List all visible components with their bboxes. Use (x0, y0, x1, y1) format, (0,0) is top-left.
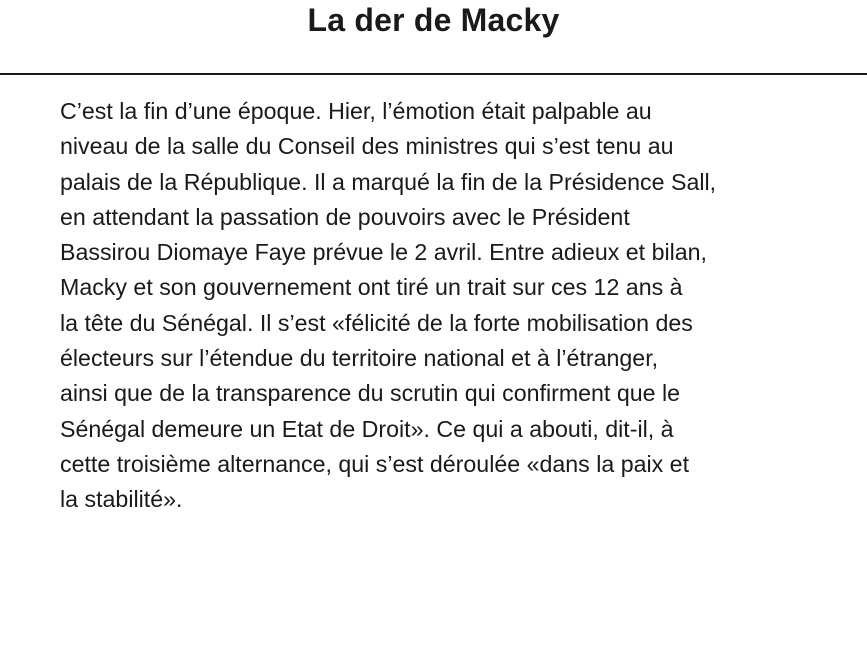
article-body (60, 94, 820, 518)
body-line: C’est la fin d’une époque. Hier, l’émotion était palpable au (60, 98, 652, 124)
body-line: niveau de la salle du Conseil des ministres qui s’est tenu au (60, 133, 674, 160)
title-divider (0, 73, 867, 75)
body-line: Macky et son gouvernement ont tiré un trait sur ces 12 ans à (60, 274, 683, 301)
body-line: la tête du Sénégal. Il s’est «félicité de la forte mobilisation des (60, 309, 693, 336)
body-line: la stabilité». (60, 486, 183, 513)
article-title: La der de Macky (307, 2, 560, 38)
body-line: Sénégal demeure un Etat de Droit». Ce qui a abouti, dit-il, à (60, 415, 674, 442)
body-line: cette troisième alternance, qui s’est déroulée «dans la paix et (60, 450, 690, 477)
body-line: en attendant la passation de pouvoirs avec le Président (60, 203, 630, 230)
body-line: Bassirou Diomaye Faye prévue le 2 avril. Entre adieux et bilan, (60, 239, 707, 266)
body-line: électeurs sur l’étendue du territoire national et à l’étranger, (60, 345, 659, 372)
body-line: palais de la République. Il a marqué la fin de la Présidence Sall, (60, 168, 717, 195)
body-line: ainsi que de la transparence du scrutin qui confirment que le (60, 380, 680, 407)
